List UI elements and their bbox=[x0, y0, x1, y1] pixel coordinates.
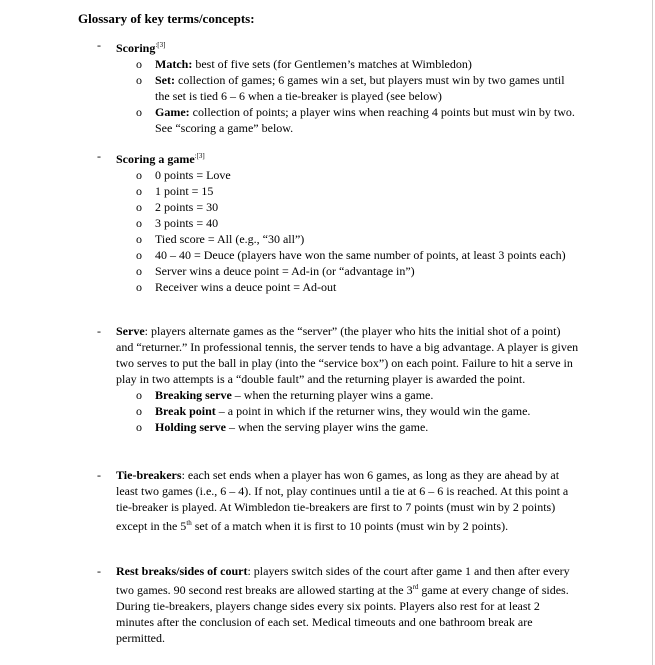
section-paragraph bbox=[116, 323, 579, 387]
definition: collection of points; a player wins when reaching 4 points but must win by two. See “scoring a game” below. bbox=[155, 105, 575, 135]
term: Break point bbox=[155, 404, 216, 418]
term: Breaking serve bbox=[155, 388, 232, 402]
term: Holding serve bbox=[155, 420, 226, 434]
section-label: Tie-breakers bbox=[116, 468, 182, 482]
section-tie-breakers bbox=[97, 467, 579, 534]
list-item bbox=[136, 387, 579, 403]
circle-bullet: o bbox=[136, 264, 142, 278]
section-serve bbox=[97, 323, 579, 435]
section-scoring-a-game bbox=[97, 148, 579, 295]
dash-bullet: - bbox=[97, 149, 101, 163]
item-text: 2 points = 30 bbox=[155, 200, 219, 214]
list-item bbox=[136, 183, 579, 199]
definition: – when the returning player wins a game. bbox=[231, 388, 434, 402]
dash-bullet: - bbox=[97, 324, 101, 338]
list-item bbox=[136, 231, 579, 247]
citation-ref: :[3] bbox=[194, 152, 205, 160]
circle-bullet: o bbox=[136, 232, 142, 246]
section-label: Scoring a game bbox=[116, 152, 195, 166]
circle-bullet: o bbox=[136, 388, 142, 402]
item-text: 3 points = 40 bbox=[155, 216, 219, 230]
circle-bullet: o bbox=[136, 248, 142, 262]
list-item bbox=[136, 263, 579, 279]
circle-bullet: o bbox=[136, 404, 142, 418]
circle-bullet: o bbox=[136, 420, 142, 434]
glossary-heading: Glossary of key terms/concepts: bbox=[78, 11, 255, 26]
dash-bullet: - bbox=[97, 564, 101, 578]
circle-bullet: o bbox=[136, 57, 142, 71]
section-heading bbox=[116, 148, 579, 167]
section-body: : players alternate games as the “server” (the player who hits the initial shot of a point) and “returner.” In professional tennis, the server tends to have a big advantage. A player is given two serves to put the ball in play (into the “service box”) on each point. Failure to hit a serve in play in two attempts is a “double fault” and the returning player is awarded the point. bbox=[116, 324, 579, 386]
item-text: Server wins a deuce point = Ad-in (or “advantage in”) bbox=[155, 264, 415, 278]
list-item bbox=[136, 72, 579, 104]
circle-bullet: o bbox=[136, 184, 142, 198]
dash-bullet: - bbox=[97, 468, 101, 482]
list-item bbox=[136, 104, 579, 136]
list-item bbox=[136, 247, 579, 263]
circle-bullet: o bbox=[136, 73, 142, 87]
sub-list bbox=[136, 167, 579, 295]
page-edge-divider bbox=[652, 0, 653, 665]
circle-bullet: o bbox=[136, 105, 142, 119]
section-paragraph bbox=[116, 563, 579, 646]
dash-bullet: - bbox=[97, 38, 101, 52]
item-text: 1 point = 15 bbox=[155, 184, 214, 198]
list-item bbox=[136, 215, 579, 231]
item-text: Tied score = All (e.g., “30 all”) bbox=[155, 232, 305, 246]
item-text: Receiver wins a deuce point = Ad-out bbox=[155, 280, 337, 294]
term: Set: bbox=[155, 73, 175, 87]
definition: – when the serving player wins the game. bbox=[226, 420, 429, 434]
circle-bullet: o bbox=[136, 200, 142, 214]
sub-list bbox=[136, 387, 579, 435]
item-text: 0 points = Love bbox=[155, 168, 231, 182]
superscript: th bbox=[186, 519, 192, 527]
list-item bbox=[136, 199, 579, 215]
section-label: Rest breaks/sides of court bbox=[116, 564, 248, 578]
section-heading bbox=[116, 37, 579, 56]
citation-ref: :[3] bbox=[155, 41, 166, 49]
section-label: Serve bbox=[116, 324, 145, 338]
section-scoring bbox=[97, 37, 579, 136]
section-label: Scoring bbox=[116, 41, 156, 55]
list-item bbox=[136, 167, 579, 183]
list-item bbox=[136, 279, 579, 295]
item-text: 40 – 40 = Deuce (players have won the same number of points, at least 3 points each) bbox=[155, 248, 566, 262]
superscript: rd bbox=[412, 583, 419, 591]
section-paragraph bbox=[116, 467, 579, 534]
section-body-part-1: : players switch sides of the court after game 1 and then after every two games. 90 second rest breaks are allowed starting at the 3 bbox=[116, 564, 570, 597]
section-body-part-2: game at every change of sides. During tie-breakers, players change sides every six points. Players also rest for at least 2 minutes after the conclusion of each set. Medical timeouts and one bathroom break are permitted. bbox=[116, 583, 569, 645]
list-item bbox=[136, 403, 579, 419]
term: Game: bbox=[155, 105, 190, 119]
definition: best of five sets (for Gentlemen’s matches at Wimbledon) bbox=[192, 57, 472, 71]
term: Match: bbox=[155, 57, 193, 71]
circle-bullet: o bbox=[136, 280, 142, 294]
definition: – a point in which if the returner wins, they would win the game. bbox=[215, 404, 531, 418]
list-item bbox=[136, 419, 579, 435]
section-rest-breaks bbox=[97, 563, 579, 646]
circle-bullet: o bbox=[136, 168, 142, 182]
definition: collection of games; 6 games win a set, but players must win by two games until the set is tied 6 – 6 when a tie-breaker is played (see below) bbox=[155, 73, 565, 103]
list-item bbox=[136, 56, 579, 72]
sub-list bbox=[136, 56, 579, 136]
circle-bullet: o bbox=[136, 216, 142, 230]
section-body-part-2: set of a match when it is first to 10 points (must win by 2 points). bbox=[191, 519, 509, 533]
section-body-part-1: : each set ends when a player has won 6 games, as long as they are ahead by at least two games (i.e., 6 – 4). If not, play continues until a tie at 6 – 6 is reached. At this point a tie-breaker is played. At Wimbledon tie-breakers are first to 7 points (must win by 2 points) except in the 5 bbox=[116, 468, 569, 533]
